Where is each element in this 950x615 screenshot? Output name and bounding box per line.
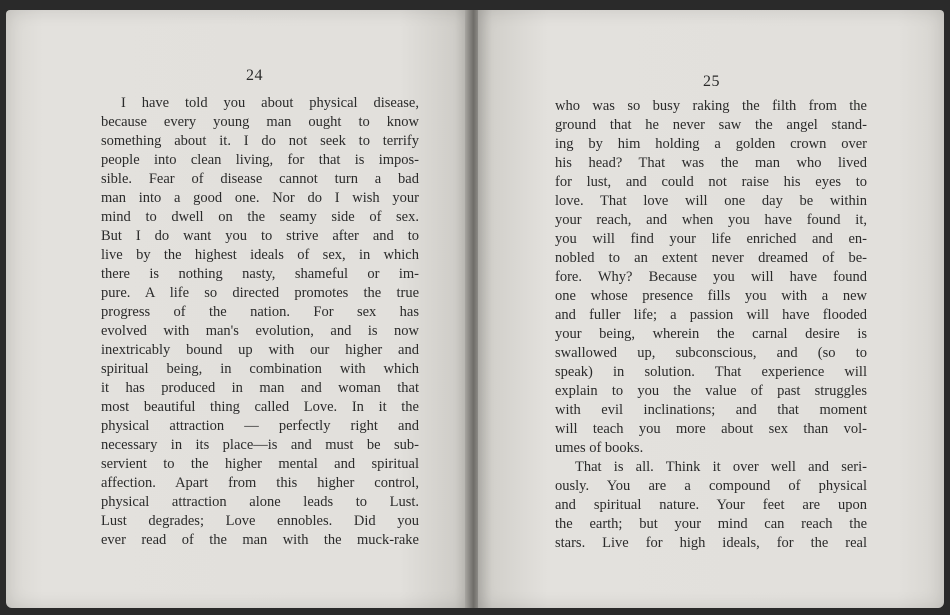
text-line: there is nothing nasty, shameful or im- (101, 266, 419, 282)
text-line: something about it. I do not seek to terrify (101, 133, 419, 149)
text-line: ously. You are a compound of physical (555, 478, 867, 494)
text-line: his head? That was the man who lived (555, 155, 867, 171)
text-line: your being, wherein the carnal desire is (555, 326, 867, 342)
text-line: That is all. Think it over well and seri- (575, 459, 867, 475)
text-line: will teach you more about sex than vol- (555, 421, 867, 437)
text-line: ing by him holding a golden crown over (555, 136, 867, 152)
text-line: physical attraction alone leads to Lust. (101, 494, 419, 510)
text-line: But I do want you to strive after and to (101, 228, 419, 244)
text-line: evolved with man's evolution, and is now (101, 323, 419, 339)
text-line: most beautiful thing called Love. In it the (101, 399, 419, 415)
text-line: for lust, and could not raise his eyes to (555, 174, 867, 190)
text-line: servient to the higher mental and spiritual (101, 456, 419, 472)
text-line: affection. Apart from this higher control, (101, 475, 419, 491)
text-line: ground that he never saw the angel stand- (555, 117, 867, 133)
text-line: the earth; but your mind can reach the (555, 516, 867, 532)
text-line: people into clean living, for that is impos- (101, 152, 419, 168)
right-page (478, 10, 944, 608)
page-number: 24 (246, 67, 263, 84)
text-line: necessary in its place—is and must be sub- (101, 437, 419, 453)
text-line: and fuller life; a passion will have flooded (555, 307, 867, 323)
text-line: inextricably bound up with our higher and (101, 342, 419, 358)
left-page (6, 10, 469, 608)
text-line: because every young man ought to know (101, 114, 419, 130)
text-line: one whose presence fills you with a new (555, 288, 867, 304)
text-line: your reach, and when you have found it, (555, 212, 867, 228)
page-text (101, 94, 419, 550)
text-line: explain to you the value of past struggles (555, 383, 867, 399)
text-line: it has produced in man and woman that (101, 380, 419, 396)
text-line: who was so busy raking the filth from the (555, 98, 867, 114)
text-line: and spiritual nature. Your feet are upon (555, 497, 867, 513)
text-line: swallowed up, subconscious, and (so to (555, 345, 867, 361)
text-line: speak) in solution. That experience will (555, 364, 867, 380)
text-line: progress of the nation. For sex has (101, 304, 419, 320)
text-line: physical attraction — perfectly right and (101, 418, 419, 434)
text-line: with evil inclinations; and that moment (555, 402, 867, 418)
text-line: you will find your life enriched and en- (555, 231, 867, 247)
text-line: sible. Fear of disease cannot turn a bad (101, 171, 419, 187)
page-text (555, 97, 867, 553)
text-line: nobled to an extent never dreamed of be- (555, 250, 867, 266)
text-line: fore. Why? Because you will have found (555, 269, 867, 285)
text-line: mind to dwell on the seamy side of sex. (101, 209, 419, 225)
text-line: Lust degrades; Love ennobles. Did you (101, 513, 419, 529)
text-line: stars. Live for high ideals, for the real (555, 535, 867, 551)
text-line: pure. A life so directed promotes the true (101, 285, 419, 301)
page-number: 25 (703, 73, 720, 90)
text-line: man into a good one. Nor do I wish your (101, 190, 419, 206)
text-line: love. That love will one day be within (555, 193, 867, 209)
text-line: spiritual being, in combination with which (101, 361, 419, 377)
text-line: ever read of the man with the muck-rake (101, 532, 419, 548)
text-line: live by the highest ideals of sex, in which (101, 247, 419, 263)
text-line: umes of books. (555, 440, 644, 456)
text-line: I have told you about physical disease, (121, 95, 419, 111)
